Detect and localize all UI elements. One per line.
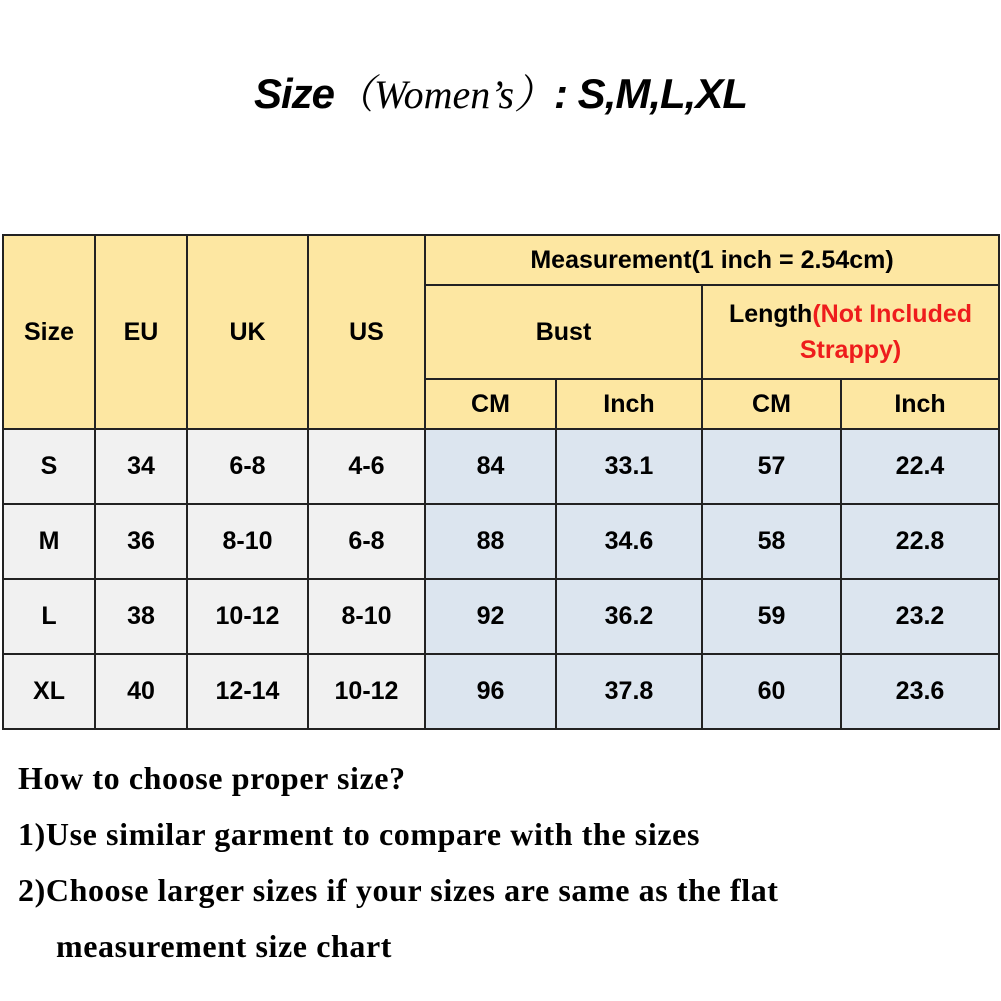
header-eu: EU	[95, 235, 187, 429]
title-womens: （Women’s）	[334, 72, 555, 117]
cell-uk: 10-12	[187, 579, 308, 654]
page-title	[0, 66, 1001, 123]
table-row	[3, 654, 999, 729]
cell-eu: 40	[95, 654, 187, 729]
cell-bust-cm: 92	[425, 579, 556, 654]
header-size: Size	[3, 235, 95, 429]
title-size-list: : S,M,L,XL	[554, 70, 748, 117]
howto-step-2-line-1: 2)Choose larger sizes if your sizes are same as the flat	[18, 872, 779, 908]
header-row-1	[3, 235, 999, 285]
howto-step-2-line-2: measurement size chart	[56, 928, 393, 964]
cell-length-inch: 23.2	[841, 579, 999, 654]
cell-bust-cm: 88	[425, 504, 556, 579]
cell-length-cm: 57	[702, 429, 841, 504]
header-length-label: Length	[728, 300, 813, 328]
cell-us: 8-10	[308, 579, 425, 654]
header-length-note-1: (Not Included	[812, 300, 973, 328]
cell-size: M	[3, 504, 95, 579]
how-to-choose-section	[18, 750, 998, 974]
cell-length-inch: 23.6	[841, 654, 999, 729]
header-us: US	[308, 235, 425, 429]
cell-eu: 38	[95, 579, 187, 654]
cell-bust-cm: 96	[425, 654, 556, 729]
cell-length-cm: 58	[702, 504, 841, 579]
cell-size: S	[3, 429, 95, 504]
cell-length-cm: 59	[702, 579, 841, 654]
cell-bust-cm: 84	[425, 429, 556, 504]
header-length-cm: CM	[702, 379, 841, 429]
howto-step-1: 1)Use similar garment to compare with the sizes	[18, 816, 700, 852]
header-bust: Bust	[425, 285, 702, 379]
size-chart-table	[2, 234, 1000, 730]
cell-us: 4-6	[308, 429, 425, 504]
header-length-inch: Inch	[841, 379, 999, 429]
header-length-note-2: Strappy)	[799, 336, 902, 364]
title-size-word: Size	[253, 70, 334, 117]
cell-uk: 12-14	[187, 654, 308, 729]
cell-length-inch: 22.8	[841, 504, 999, 579]
cell-bust-inch: 37.8	[556, 654, 702, 729]
table-row	[3, 429, 999, 504]
howto-heading: How to choose proper size?	[18, 760, 406, 796]
cell-us: 6-8	[308, 504, 425, 579]
cell-size: L	[3, 579, 95, 654]
cell-us: 10-12	[308, 654, 425, 729]
cell-length-cm: 60	[702, 654, 841, 729]
header-bust-cm: CM	[425, 379, 556, 429]
header-measurement: Measurement(1 inch = 2.54cm)	[425, 235, 999, 285]
cell-uk: 6-8	[187, 429, 308, 504]
cell-size: XL	[3, 654, 95, 729]
cell-uk: 8-10	[187, 504, 308, 579]
cell-eu: 34	[95, 429, 187, 504]
cell-length-inch: 22.4	[841, 429, 999, 504]
cell-bust-inch: 33.1	[556, 429, 702, 504]
cell-bust-inch: 36.2	[556, 579, 702, 654]
header-uk: UK	[187, 235, 308, 429]
cell-bust-inch: 34.6	[556, 504, 702, 579]
table-row	[3, 504, 999, 579]
table-row	[3, 579, 999, 654]
header-bust-inch: Inch	[556, 379, 702, 429]
cell-eu: 36	[95, 504, 187, 579]
header-length	[702, 285, 999, 379]
